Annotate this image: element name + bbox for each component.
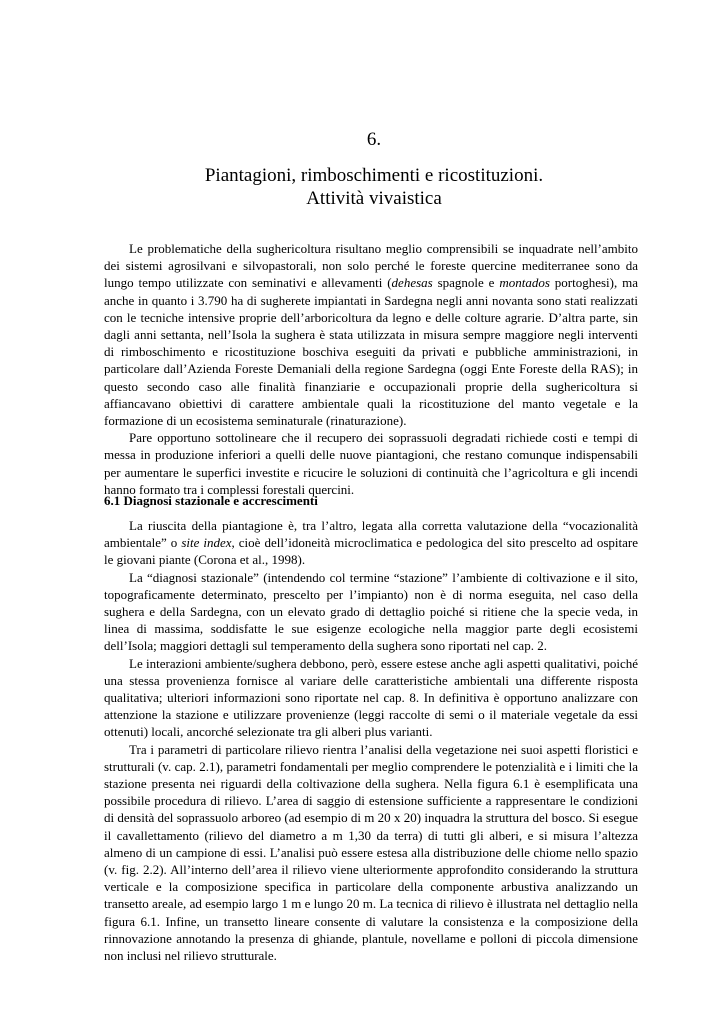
chapter-title-line-1: Piantagioni, rimboschimenti e ricostituzioni. xyxy=(204,165,544,186)
text-run: , cioè dell’idoneità microclimatica e pedologica del sito prescelto ad ospitare le giovani piante (Corona et al., 1998). xyxy=(104,535,638,568)
intro-text xyxy=(104,240,638,498)
intro-paragraph-2: Pare opportuno sottolineare che il recupero dei soprassuoli degradati richiede costi e tempi di messa in produzione inferiori a quelli delle nuove piantagioni, che restano comunque indispensabili per aumentare le superfici investite e ricucire le soluzioni di continuità che l’agricoltura e gli incendi hanno formato tra i complessi forestali quercini. xyxy=(104,430,638,497)
section-paragraph-3: Le interazioni ambiente/sughera debbono, però, essere estese anche agli aspetti qualitativi, poiché una stessa provenienza fornisce al variare delle caratteristiche ambientali una differente risposta qualitativa; ulteriori informazioni sono riportate nel cap. 8. In definitiva è opportuno analizzare con attenzione la stazione e utilizzare provenienze (leggi raccolte di semi o il materiale vegetale da essi ottenuti) locali, ancorché selezionate tra gli alberi plus varianti. xyxy=(104,655,638,740)
chapter-title xyxy=(12,164,724,210)
chapter-title-line-2: Attività vivaistica xyxy=(306,188,442,209)
section-6-1-text xyxy=(104,517,638,964)
section-heading-6-1: 6.1 Diagnosi stazionale e accrescimenti xyxy=(104,493,318,508)
section-paragraph-4: Tra i parametri di particolare rilievo rientra l’analisi della vegetazione nei suoi aspetti floristici e strutturali (v. cap. 2.1), parametri fondamentali per meglio comprendere le potenzialità e i limiti che la stazione presenta nei riguardi della coltivazione della sughera. Nella figura 6.1 è esemplificata una possibile procedura di rilievo. L’area di saggio di estensione sufficiente a rappresentare le condizioni di densità del soprassuolo arboreo (ad esempio di m 20 x 20) inquadra la struttura del bosco. Si esegue il cavallettamento (rilievo del diametro a m 1,30 da terra) di tutti gli alberi, e si misura l’altezza almeno di un campione di essi. L’analisi può essere estesa alla distribuzione delle chiome nello spazio (v. fig. 2.2). All’interno dell’area il rilievo viene ulteriormente approfondito considerando la struttura verticale e la composizione specifica in particolare della componente arbustiva analizzando un transetto areale, ad esempio largo 1 m e lungo 20 m. La tecnica di rilievo è illustrata nel dettaglio nella figura 6.1. Infine, un transetto lineare consente di valutare la consistenza e la composizione della rinnovazione annotando la presenza di ghiande, plantule, novellame e polloni di piccola dimensione non inclusi nel rilievo strutturale. xyxy=(104,741,638,964)
text-run: La riuscita della piantagione è, tra l’altro, legata alla corretta valutazione della “vocazionalità ambientale” o xyxy=(104,518,638,551)
section-paragraph-1 xyxy=(104,517,638,569)
text-run: spagnole e xyxy=(432,275,500,291)
italic-term-montados: montados xyxy=(499,275,550,291)
intro-paragraph-1 xyxy=(104,240,638,429)
chapter-number: 6. xyxy=(366,129,382,150)
italic-term-site-index: site index xyxy=(181,535,232,551)
text-run: Le problematiche della sughericoltura risultano meglio comprensibili se inquadrate nell’ambito dei sistemi agrosilvani e silvopastorali, non solo perché le foreste quercine mediterranee sono da lungo tempo utilizzate con seminativi e allevamenti ( xyxy=(104,241,638,291)
text-run: portoghesi), ma anche in quanto i 3.790 ha di sugherete impiantati in Sardegna negli anni novanta sono stati realizzati con le tecniche intensive proprie dell’arboricoltura da legno e delle colture agrarie. D’altra parte, sin dagli anni settanta, nell’Isola la sughera è stata utilizzata in misura sempre maggiore negli interventi di rimboschimento e ricostituzione boschiva eseguiti da privati e pubbliche amministrazioni, in particolare dall’Azienda Foreste Demaniali della regione Sardegna (oggi Ente Foreste della RAS); in questo secondo caso alle finalità finanziarie e occupazionali proprie della sughericoltura si affiancavano obiettivi di carattere ambientale quali la ricostituzione del manto vegetale e la formazione di un ecosistema seminaturale (rinaturazione). xyxy=(104,275,639,429)
italic-term-dehesas: dehesas xyxy=(391,275,433,291)
section-paragraph-2: La “diagnosi stazionale” (intendendo col termine “stazione” l’ambiente di coltivazione e il sito, topograficamente determinato, prescelto per l’impianto) non è di norma eseguita, nel caso della sughera e della Sardegna, con un elevato grado di dettaglio poiché si ritiene che la specie veda, in linea di massima, soddisfatte le sue esigenze ecologiche nella maggior parte degli ecosistemi dell’Isola; maggiori dettagli sul temperamento della sughera sono riportati nel cap. 2. xyxy=(104,569,638,654)
